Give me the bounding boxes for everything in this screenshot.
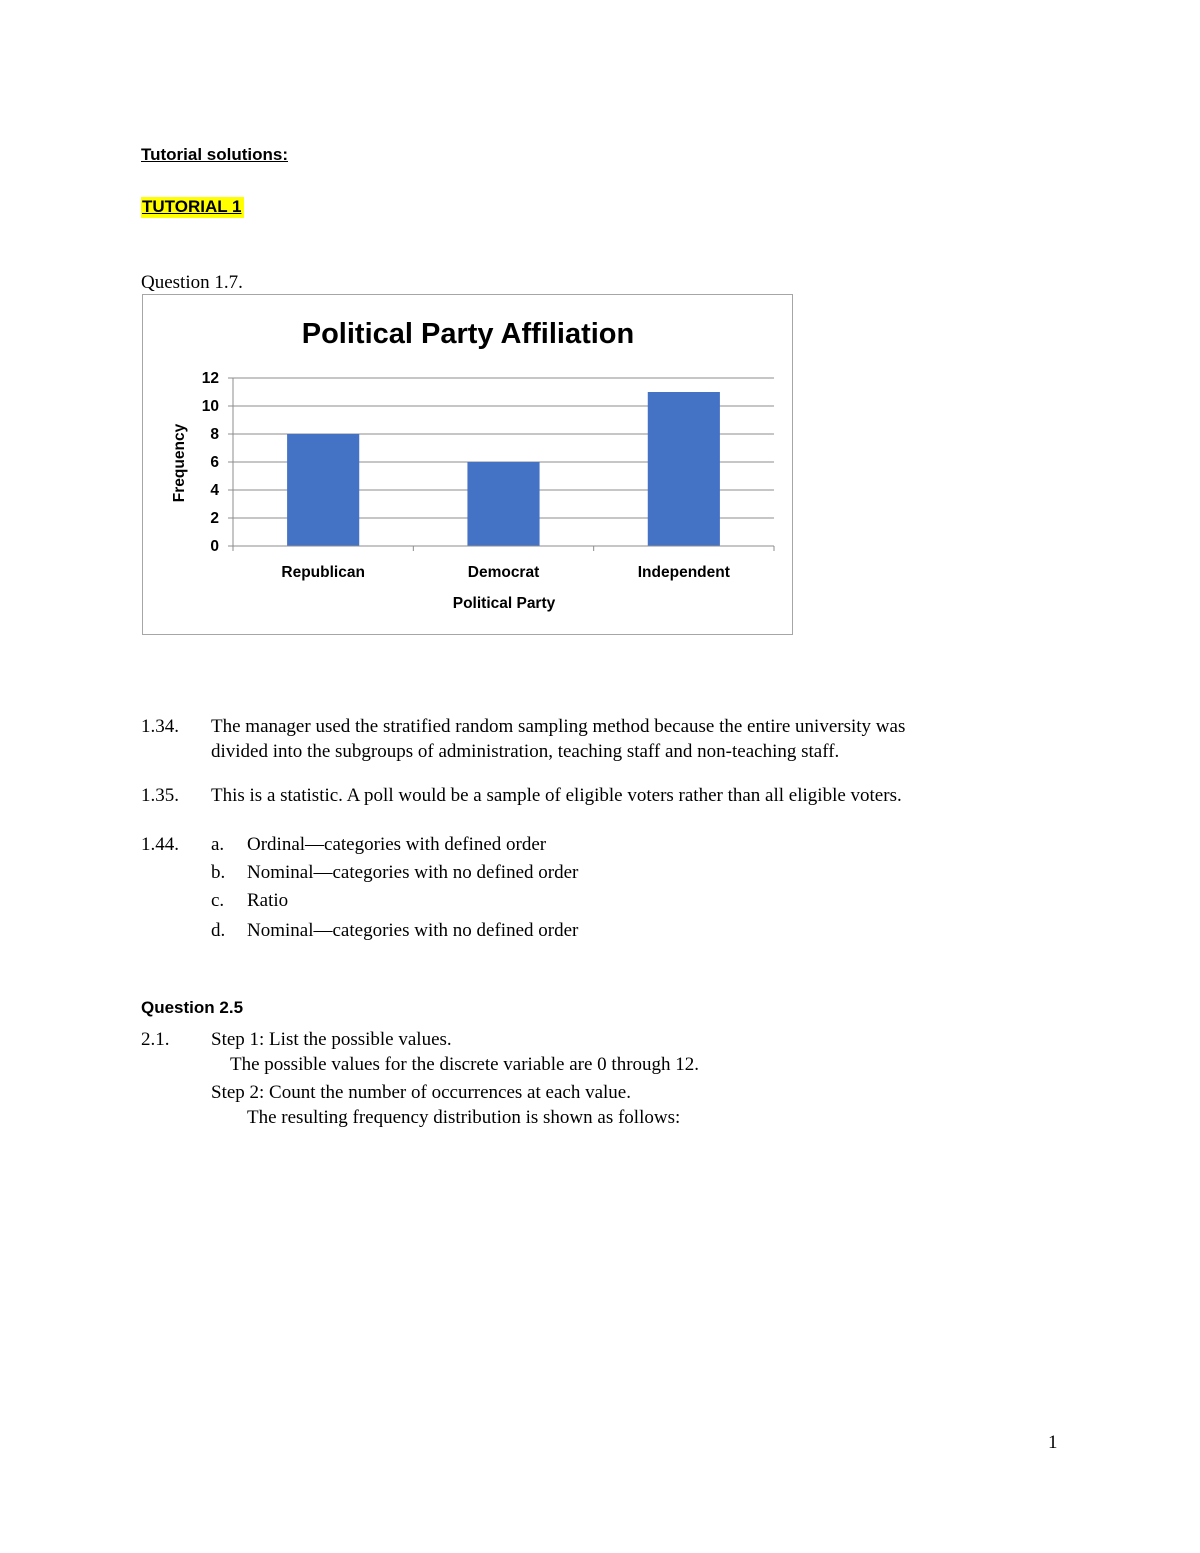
step-1-text: Step 1: List the possible values. (211, 1029, 452, 1050)
y-tick-label: 2 (210, 510, 219, 527)
answer-1-35-text: This is a statistic. A poll would be a sample of eligible voters rather than all eligible voters. (211, 785, 902, 806)
question-1-7-label: Question 1.7. (141, 272, 243, 293)
answer-1-44-a-text: Ordinal—categories with defined order (247, 834, 547, 855)
bar-independent (648, 392, 720, 546)
answer-1-44-c-letter: c. (211, 890, 225, 911)
step-2-text: Step 2: Count the number of occurrences at each value. (211, 1082, 631, 1103)
question-2-5-heading: Question 2.5 (141, 998, 244, 1017)
tutorial-1-heading: TUTORIAL 1 (142, 197, 242, 216)
y-tick-label: 10 (201, 398, 219, 415)
answer-2-1-number: 2.1. (141, 1029, 170, 1050)
answer-1-44-d-letter: d. (211, 920, 226, 941)
answer-1-44-number: 1.44. (141, 834, 179, 855)
step-1-detail: The possible values for the discrete variable are 0 through 12. (230, 1054, 700, 1075)
y-tick-label: 6 (210, 454, 219, 471)
answer-1-34-number: 1.34. (141, 716, 179, 737)
answer-1-34-line-2: divided into the subgroups of administration, teaching staff and non-teaching staff. (211, 741, 840, 762)
step-2-detail: The resulting frequency distribution is shown as follows: (247, 1107, 681, 1128)
y-tick-label: 0 (210, 538, 219, 555)
page-number: 1 (1048, 1432, 1058, 1453)
y-axis-title: Frequency (171, 423, 188, 503)
y-tick-label: 4 (210, 482, 219, 499)
x-tick-label: Democrat (467, 564, 540, 581)
answer-1-44-a-letter: a. (211, 834, 225, 855)
chart-title: Political Party Affiliation (301, 318, 635, 350)
y-tick-label: 12 (201, 370, 219, 387)
x-axis-title: Political Party (452, 595, 556, 612)
answer-1-35-number: 1.35. (141, 785, 179, 806)
y-tick-label: 8 (210, 426, 219, 443)
tutorial-solutions-heading: Tutorial solutions: (141, 145, 289, 164)
bar-chart (142, 294, 793, 635)
answer-1-34-line-1: The manager used the stratified random sampling method because the entire university was (211, 716, 906, 737)
bar-democrat (467, 462, 539, 546)
bar-republican (287, 434, 359, 546)
answer-1-44-c-text: Ratio (247, 890, 289, 911)
x-tick-label: Independent (637, 564, 730, 581)
chart-svg (143, 295, 794, 636)
answer-1-44-b-letter: b. (211, 862, 226, 883)
answer-1-44-d-text: Nominal—categories with no defined order (247, 920, 579, 941)
answer-1-44-b-text: Nominal—categories with no defined order (247, 862, 579, 883)
x-tick-label: Republican (281, 564, 365, 581)
